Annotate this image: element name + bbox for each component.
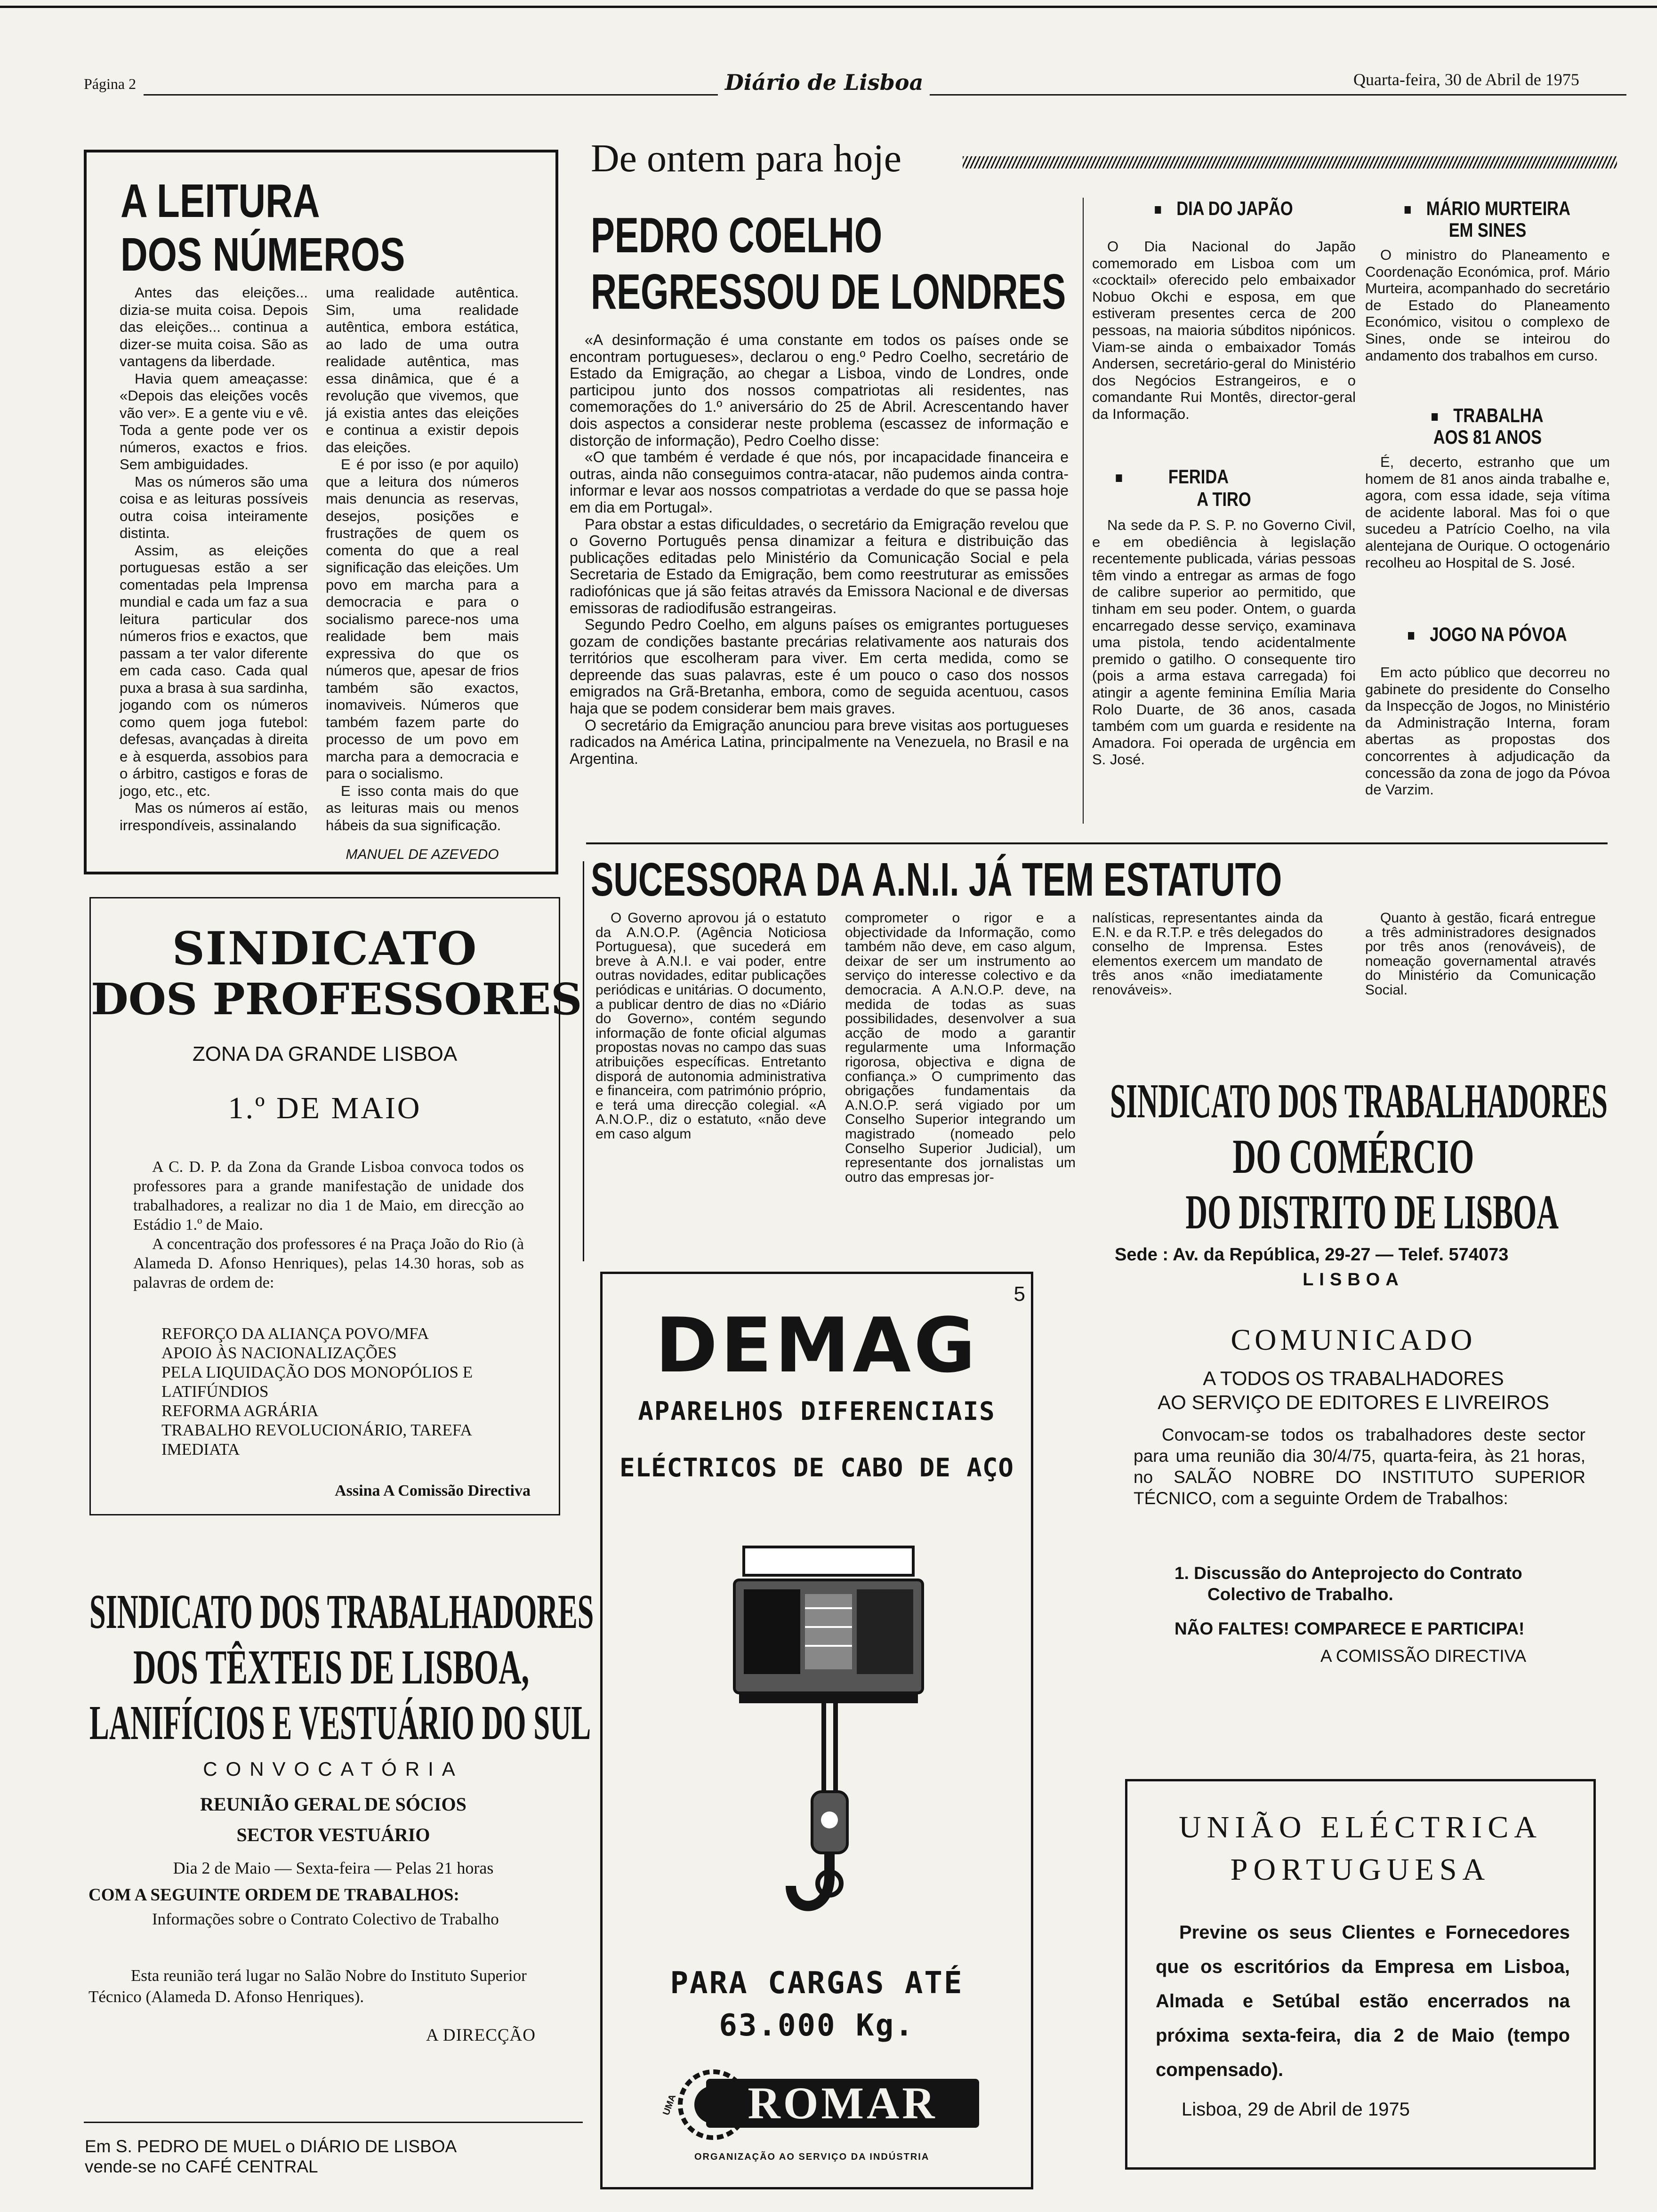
texteis-reuniao: REUNIÃO GERAL DE SÓCIOS [200, 1794, 467, 1815]
texteis-convocatoria: CONVOCATÓRIA [203, 1758, 464, 1780]
romar-tagline: ORGANIZAÇÃO AO SERVIÇO DA INDÚSTRIA [694, 2152, 930, 2162]
sucessora-left-rule [583, 861, 584, 1261]
trabalha-title-1: TRABALHA [1453, 404, 1544, 426]
sucessora-p: O Governo aprovou já o estatuto da A.N.O.P. (Agência Noticiosa Portuguesa), que sucederá em breve à A.N.I. e vai poder, entre outras novidades, editar publicações periódicas e unitárias. O documento, a publicar dentro de dias no «Diário do Governo», contém segundo informação de fonte oficial algumas propostas novas no campo das suas atribuições específicas. Entretanto disporá de autonomia administrativa e financeira, com património próprio, e terá uma direcção colegial. «A A.N.O.P., diz o estatuto, «não deve em caso algum [595, 910, 826, 1142]
romar-arc-top: UMA [661, 2093, 678, 2117]
sucessora-p: nalísticas, representantes ainda da E.N. e da R.T.P. e três delegados do conselho de Imprensa. Estes elementos exercem um mandato de três anos «não imediatamente renováveis». [1092, 910, 1323, 998]
professores-body [133, 1157, 524, 1292]
comercio-item: 1. Discussão do Anteprojecto do Contrato Colectivo de Trabalho. [1174, 1563, 1522, 1604]
demag-cargas-1: PARA CARGAS ATÉ [670, 1966, 964, 2001]
uniao-body: Previne os seus Clientes e Fornecedores que os escritórios da Empresa em Lisboa, Almada e Setúbal estão encerrados na próxima sexta-feira, dia 2 de Maio (tempo compensado). [1156, 1922, 1570, 2080]
leitura-col-2 [326, 284, 519, 864]
murteira-item [1365, 198, 1610, 364]
ontem-section-title [591, 137, 1626, 180]
murteira-text [1365, 247, 1610, 364]
date-line: Quarta-feira, 30 de Abril de 1975 [1353, 70, 1579, 89]
ferida-title-2: A TIRO [1197, 488, 1251, 510]
sucessora-col-3 [1092, 911, 1323, 998]
ontem-title-text: De ontem para hoje [591, 136, 902, 180]
comercio-to-2: AO SERVIÇO DE EDITORES E LIVREIROS [1158, 1391, 1549, 1413]
trabalha-item [1365, 405, 1610, 571]
demag-cargas-2: 63.000 Kg. [719, 2008, 915, 2043]
texteis-signature: A DIRECÇÃO [426, 2026, 536, 2045]
comercio-comunicado: COMUNICADO [1231, 1323, 1476, 1356]
professores-p: A C. D. P. da Zona da Grande Lisboa convoca todos os professores para a grande manifestação de unidade dos trabalhadores, a realizar no dia 1 de Maio, em direcção ao Estádio 1.º de Maio. [133, 1158, 524, 1234]
japao-item [1092, 198, 1356, 423]
hoist-illustration [716, 1538, 951, 1947]
texteis-when: Dia 2 de Maio — Sexta-feira — Pelas 21 horas [173, 1859, 494, 1877]
masthead: Diário de Lisboa [725, 70, 924, 95]
professores-box [89, 897, 582, 1515]
ferida-item [1092, 466, 1356, 768]
texteis-local: Esta reunião terá lugar no Salão Nobre do Instituto Superior Técnico (Alameda D. Afonso Henriques). [88, 1966, 527, 2006]
professores-subtitle: ZONA DA GRANDE LISBOA [192, 1042, 458, 1066]
japao-p: O Dia Nacional do Japão comemorado em Lisboa com um «cocktail» oferecido pelo embaixador Nobuo Okchi e esposa, em que estiveram presentes cerca de 200 pessoas, na maioria súbditos nipónicos. Viam-se ainda o embaixador Tomás Andersen, secretário-geral do Ministério dos Negócios Estrangeiros, e o comandante Rui Montês, director-geral da Informação. [1092, 238, 1356, 422]
professores-signature: Assina A Comissão Directiva [335, 1482, 531, 1499]
romar-text: ROMAR [748, 2078, 938, 2128]
texteis-title-2: DOS TÊXTEIS DE LISBOA, [133, 1640, 530, 1694]
texteis-info: Informações sobre o Contrato Colectivo de Trabalho [152, 1910, 499, 1928]
comercio-signature: A COMISSÃO DIRECTIVA [1320, 1646, 1527, 1666]
leitura-p: E é por isso (e por aquilo) que a leitura dos números mais denuncia as reservas, desejos, posições e frustrações de quem os comenta do que a real significação das eleições. Um povo em marcha para a democracia e para o socialismo parece-nos uma realidade bem mais expressiva do que os números que, apesar de frios também são exactos, inomaviveis. Números que também fazem parte do processo de um povo em marcha para a democracia e para o socialismo. [326, 456, 519, 782]
ontem-p: «A desinformação é uma constante em todos os países onde se encontram portugueses», declarou o eng.º Pedro Coelho, secretário de Estado da Emigração, ao chegar a Lisboa, vindo de Londres, onde participou junto dos nossos compatriotas ali residentes, nas comemorações do 1.º aniversário do 25 de Abril. Acrescentando haver dois aspectos a considerar neste problema (escassez de informação e distorção de informação), Pedro Coelho disse: [570, 331, 1069, 449]
comercio-call: NÃO FALTES! COMPARECE E PARTICIPA! [1174, 1619, 1525, 1638]
comercio-body: Convocam-se todos os trabalhadores deste sector para uma reunião dia 30/4/75, quarta-feira, às 21 horas, no SALÃO NOBRE DO INSTITUTO SUPERIOR TÉCNICO, com a seguinte Ordem de Trabalhos: [1134, 1425, 1585, 1508]
sucessora-p: comprometer o rigor e a objectividade da Informação, como também não deve, em caso algum, deixar de ser um instrumento ao serviço do interesse colectivo e da democracia. A A.N.O.P. deve, na medida de todas as suas possibilidades, desenvolver a sua acção de modo a garantir regularmente uma Informação rigorosa, objectiva e digna de confiança.» O cumprimento das obrigações fundamentais da A.N.O.P. será vigiado por um Conselho Superior integrando um magistrado (nomeado pelo Conselho Superior Judicial), um representante dos jornalistas um outro das empresas jor- [845, 910, 1076, 1185]
bullet-icon [1408, 632, 1414, 640]
demag-ad [600, 1272, 1033, 2189]
jogo-p: Em acto público que decorreu no gabinete do presidente do Conselho da Inspecção de Jogos, no Ministério da Administração Interna, foram abertas as propostas dos concorrentes à adjudicação da concessão da zona de jogo da Póvoa de Varzim. [1365, 664, 1610, 798]
ferida-title-1: FERIDA [1168, 465, 1229, 488]
texteis-ordem: COM A SEGUINTE ORDEM DE TRABALHOS: [88, 1885, 459, 1905]
murteira-title-1: MÁRIO MURTEIRA [1426, 197, 1571, 219]
leitura-p: uma realidade autêntica. Sim, uma realidade autêntica, embora estática, ao lado de uma outra realidade autêntica, mas essa dinâmica, que é a revolução que vivemos, que já existia antes das eleições e continua a existir depois das eleições. [326, 284, 519, 456]
leitura-p: Mas os números aí estão, irrespondíveis, assinalando [120, 800, 308, 834]
section-rule [586, 842, 1608, 844]
bullet-icon [1155, 206, 1161, 214]
jogo-item [1365, 624, 1610, 798]
comercio-sede: Sede : Av. da República, 29-27 — Telef. 574073 [1115, 1245, 1509, 1265]
texteis-block [84, 1584, 594, 2125]
jogo-title: JOGO NA PÓVOA [1430, 623, 1567, 645]
jogo-text [1365, 664, 1610, 798]
ontem-headline-2: REGRESSOU DE LONDRES [591, 264, 1066, 320]
slogan: TRABALHO REVOLUCIONÁRIO, TAREFA IMEDIATA [161, 1421, 471, 1459]
demag-corner-number: 5 [1014, 1282, 1025, 1306]
page-header [0, 0, 1657, 101]
comercio-title-1: SINDICATO DOS TRABALHADORES [1110, 1074, 1608, 1128]
japao-title: DIA DO JAPÃO [1176, 197, 1293, 219]
texteis-title-1: SINDICATO DOS TRABALHADORES [89, 1585, 594, 1639]
demag-line-2: ELÉCTRICOS DE CABO DE AÇO [619, 1453, 1014, 1483]
footer-rule [84, 2122, 583, 2123]
sucessora-headline: SUCESSORA DA A.N.I. JÁ TEM ESTATUTO [591, 853, 1282, 906]
professores-title-2: DOS PROFESSORES [91, 974, 582, 1025]
leitura-p: Antes das eleições... dizia-se muita coisa. Depois das eleições... continua a dizer-se muita coisa. São as vantagens da liberdade. [120, 284, 308, 369]
romar-logo [661, 2065, 974, 2145]
professores-title-1: SINDICATO [172, 922, 478, 975]
leitura-box [84, 150, 558, 874]
sucessora-col-1 [595, 911, 826, 1142]
uniao-box [1125, 1779, 1596, 2170]
hatch-rule [963, 156, 1617, 168]
leitura-title-1: A LEITURA [121, 175, 320, 227]
professores-slogans [161, 1324, 524, 1459]
trabalha-p: É, decerto, estranho que um homem de 81 anos ainda trabalhe e, agora, com essa idade, seja vítima de acidente laboral. Mas foi o que sucedeu a Patrício Coelho, na vila alentejana de Ourique. O octogenário recolheu ao Hospital de S. José. [1365, 454, 1610, 571]
comercio-title-2: DO COMÉRCIO [1232, 1130, 1474, 1184]
murteira-p: O ministro do Planeamento e Coordenação Económica, prof. Mário Murteira, acompanhado do secretário de Estado do Planeamento Económico, visitou o complexo de Sines, onde se inteirou do andamento dos trabalhos em curso. [1365, 247, 1610, 364]
comercio-block [1083, 1073, 1624, 1685]
sucessora-p: Quanto à gestão, ficará entregue a três administradores designados por três anos (renováveis), de nomeação governamental através do Ministério da Comunicação Social. [1365, 910, 1596, 998]
demag-brand: DEMAG [655, 1301, 979, 1389]
leitura-author: MANUEL DE AZEVEDO [346, 847, 499, 862]
slogan: REFORÇO DA ALIANÇA POVO/MFA [161, 1324, 429, 1343]
murteira-title-2: EM SINES [1448, 219, 1527, 241]
column-rule [1083, 198, 1084, 824]
texteis-title-3: LANIFÍCIOS E VESTUÁRIO DO SUL [89, 1696, 591, 1750]
footer-note-1: Em S. PEDRO DE MUEL o DIÁRIO DE LISBOA [85, 2137, 457, 2156]
ontem-p: O secretário da Emigração anunciou para breve visitas aos portugueses radicados na América Latina, principalmente na Venezuela, no Brasil e na Argentina. [570, 716, 1069, 767]
sucessora-col-2 [845, 911, 1076, 1185]
footer-note-2: vende-se no CAFÉ CENTRAL [85, 2157, 318, 2176]
demag-line-1: APARELHOS DIFERENCIAIS [638, 1396, 996, 1426]
uniao-date: Lisboa, 29 de Abril de 1975 [1182, 2099, 1410, 2120]
comercio-title-3: DO DISTRITO DE LISBOA [1185, 1185, 1559, 1239]
leitura-p: E isso conta mais do que as leituras mais ou menos hábeis da sua significação. [326, 782, 519, 834]
leitura-p: Mas os números são uma coisa e as leituras possíveis outra coisa inteiramente distinta. [120, 473, 308, 541]
ontem-p: «O que também é verdade é que nós, por incapacidade financeira e outras, ainda não conseguimos contra-atacar, não pudemos ainda contra-informar e levar aos nossos compatriotas a verdade do que se passa hoje em dia em Portugal». [570, 449, 1069, 516]
bullet-icon [1405, 206, 1411, 214]
slogan: PELA LIQUIDAÇÃO DOS MONOPÓLIOS E LATIFÚNDIOS [161, 1363, 473, 1401]
leitura-p: Havia quem ameaçasse: «Depois das eleições vocês vão ver». E a gente viu e vê. Toda a gente pode ver os números, exactos e frios. Sem ambiguidades. [120, 370, 308, 473]
trabalha-text [1365, 454, 1610, 571]
comercio-to-1: A TODOS OS TRABALHADORES [1203, 1367, 1504, 1389]
ferida-text [1092, 517, 1356, 768]
leitura-title-2: DOS NÚMEROS [121, 228, 405, 281]
leitura-col-1 [120, 284, 308, 834]
uniao-title-2: PORTUGUESA [1230, 1852, 1491, 1887]
bullet-icon [1116, 474, 1122, 482]
ferida-p: Na sede da P. S. P. no Governo Civil, e em obediência à legislação recentemente publicada, várias pessoas têm vindo a entregar as armas de fogo de calibre superior ao permitido, que tinham em seu poder. Ontem, o guarda encarregado desse serviço, examinava uma pistola, tendo acidentalmente premido o gatilho. O consequente tiro (pois a arma estava carregada) foi atingir a agente feminina Emília Maria Rolo Duarte, de 36 anos, casada também com um guarda e residente na Amadora. Foi operada de urgência em S. José. [1092, 517, 1356, 768]
uniao-title-1: UNIÃO ELÉCTRICA [1178, 1810, 1543, 1844]
ontem-p: Para obstar a estas dificuldades, o secretário da Emigração revelou que o Governo Português pensa dinamizar a feitura e distribuição das publicações editadas pelo Ministério da Comunicação Social e pela Secretaria de Estado da Emigração, bem como reestruturar as emissões radiofónicas que já são feitas através da Emissora Nacional e de diversas emissoras de radiodifusão estrangeiras. [570, 515, 1069, 617]
page-label: Página 2 [84, 75, 137, 92]
trabalha-title-2: AOS 81 ANOS [1433, 426, 1542, 448]
texteis-sector: SECTOR VESTUÁRIO [236, 1824, 430, 1845]
japao-text [1092, 238, 1356, 423]
sucessora-col-4 [1365, 911, 1596, 998]
romar-wordmark [706, 2079, 979, 2128]
professores-date: 1.º DE MAIO [228, 1091, 422, 1125]
ontem-headline-1: PEDRO COELHO [591, 208, 883, 263]
ontem-p: Segundo Pedro Coelho, em alguns países os emigrantes portugueses gozam de condições bastante precárias relativamente aos naturais dos territórios que escolheram para viver. Em certa medida, como se depreende das suas palavras, este é um pouco o caso dos nossos emigrados na Grã-Bretanha, embora, como de seguida acentuou, casos haja que se podem considerar bem mais graves. [570, 616, 1069, 717]
bullet-icon [1432, 413, 1438, 421]
professores-p: A concentração dos professores é na Praça João do Rio (à Alameda D. Afonso Henriques), pelas 14.30 horas, sob as palavras de ordem de: [133, 1235, 524, 1291]
leitura-p: Assim, as eleições portuguesas estão a ser comentadas pela Imprensa mundial e cada um faz a sua leitura particular dos números frios e exactos, que passam a ter valor diferente em cada caso. Cada qual puxa a brasa à sua sardinha, jogando com os números como quem joga futebol: defesas, avançadas à direita e à esquerda, assobios para o árbitro, castigos e foras de jogo, etc., etc. [120, 542, 308, 799]
ontem-article [570, 332, 1069, 767]
slogan: APOIO ÀS NACIONALIZAÇÕES [161, 1344, 397, 1362]
slogan: REFORMA AGRÁRIA [161, 1402, 319, 1420]
comercio-city: LISBOA [1303, 1270, 1404, 1290]
